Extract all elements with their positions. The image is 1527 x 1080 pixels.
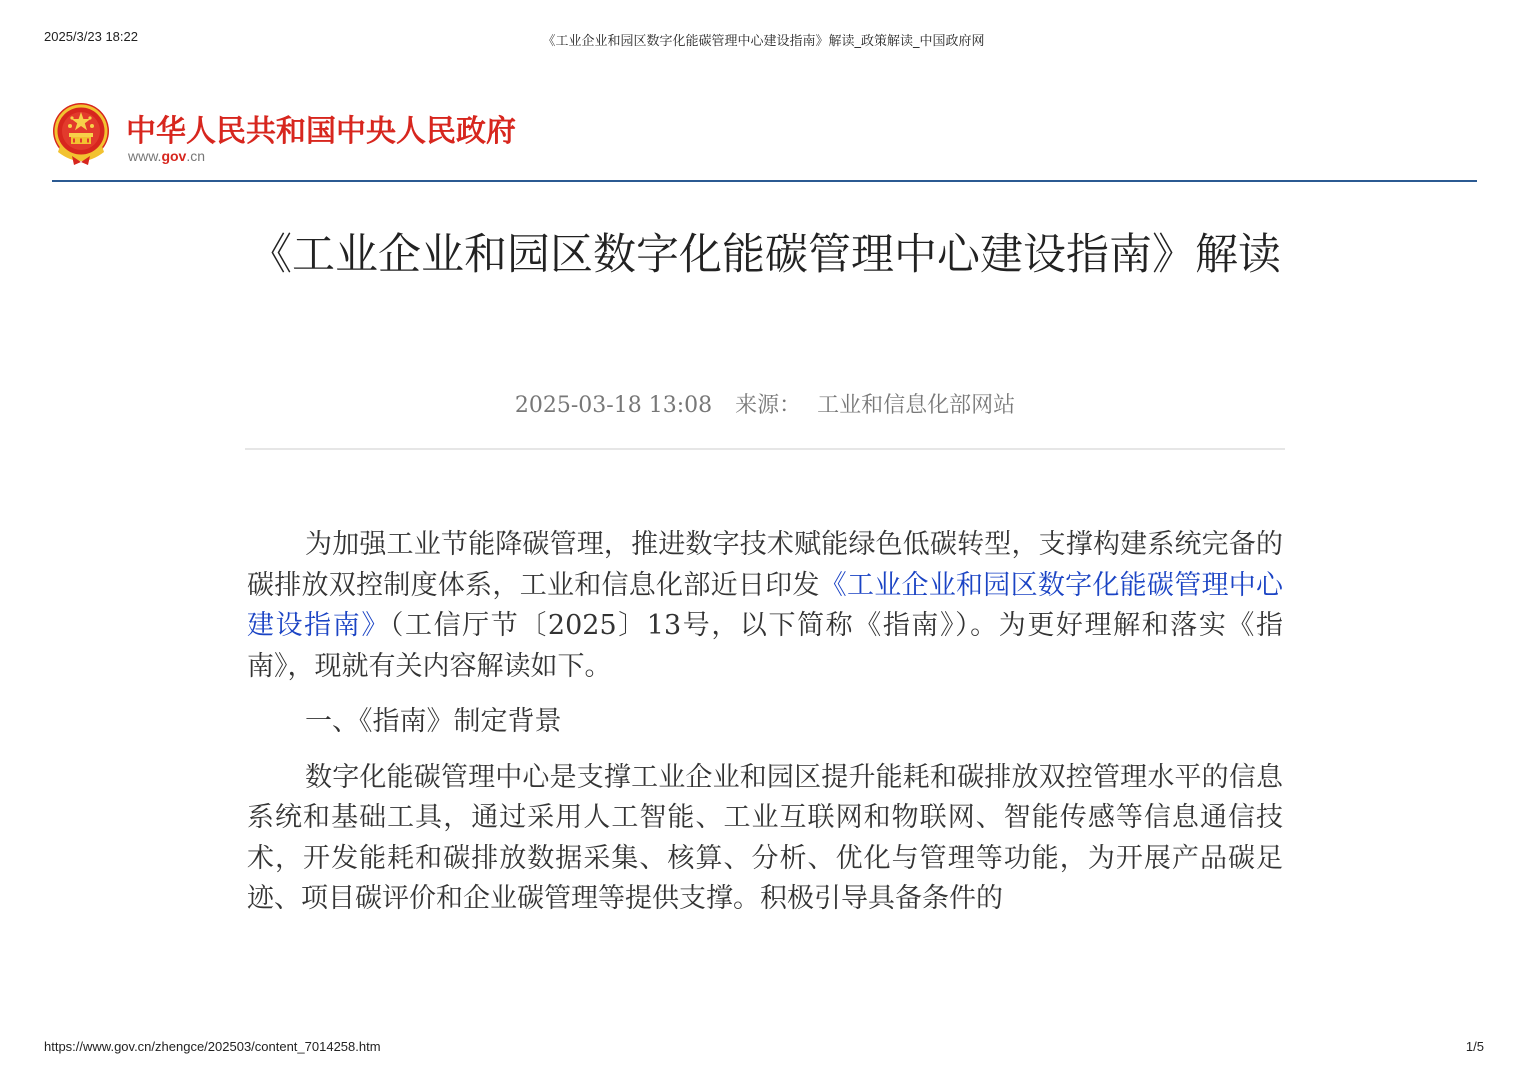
national-emblem-icon[interactable] [52, 102, 110, 166]
print-page-title: 《工业企业和园区数字化能碳管理中心建设指南》解读_政策解读_中国政府网 [542, 34, 985, 49]
site-url-gov: gov [161, 148, 187, 164]
article-title: 《工业企业和园区数字化能碳管理中心建设指南》解读 [249, 230, 1281, 280]
site-url-suffix: .cn [186, 148, 206, 164]
site-url[interactable] [128, 148, 205, 164]
article-source: 工业和信息化部网站 [817, 393, 1016, 418]
site-url-prefix: www. [128, 148, 162, 164]
paragraph-intro [247, 525, 1283, 687]
article-source-label: 来源： [735, 393, 802, 418]
print-datetime: 2025/3/23 18:22 [44, 29, 138, 44]
article-meta [245, 388, 1285, 419]
paragraph-intro-tail: （工信厅节〔2025〕13号，以下简称《指南》）。为更好理解和落实《指南》，现就有关内容解读如下。 [247, 610, 1283, 682]
guide-document-link[interactable]: 《工业企业和园区数字化能碳管理中心建设指南》 [247, 569, 1284, 641]
site-header [52, 102, 1477, 182]
print-page-number: 1/5 [1465, 1039, 1484, 1054]
paragraph-background: 数字化能碳管理中心是支撑工业企业和园区提升能耗和碳排放双控管理水平的信息系统和基础工具，通过采用人工智能、工业互联网和物联网、智能传感等信息通信技术，开发能耗和碳排放数据采集、核算、分析、优化与管理等功能，为开展产品碳足迹、项目碳评价和企业碳管理等提供支撑。积极引导具备条件的 [247, 761, 1283, 914]
paragraph-intro-text: 为加强工业节能降碳管理，推进数字技术赋能绿色低碳转型，支撑构建系统完备的碳排放双控制度体系，工业和信息化部近日印发 [247, 529, 1283, 601]
site-name[interactable]: 中华人民共和国中央人民政府 [126, 114, 516, 149]
article-date: 2025-03-18 13:08 [514, 393, 713, 418]
meta-divider [245, 448, 1285, 450]
article-content [247, 525, 1283, 935]
print-url: https://www.gov.cn/zhengce/202503/content_7014258.htm [44, 1039, 381, 1054]
section-heading: 一、《指南》制定背景 [305, 706, 562, 737]
header-divider [52, 180, 1477, 182]
